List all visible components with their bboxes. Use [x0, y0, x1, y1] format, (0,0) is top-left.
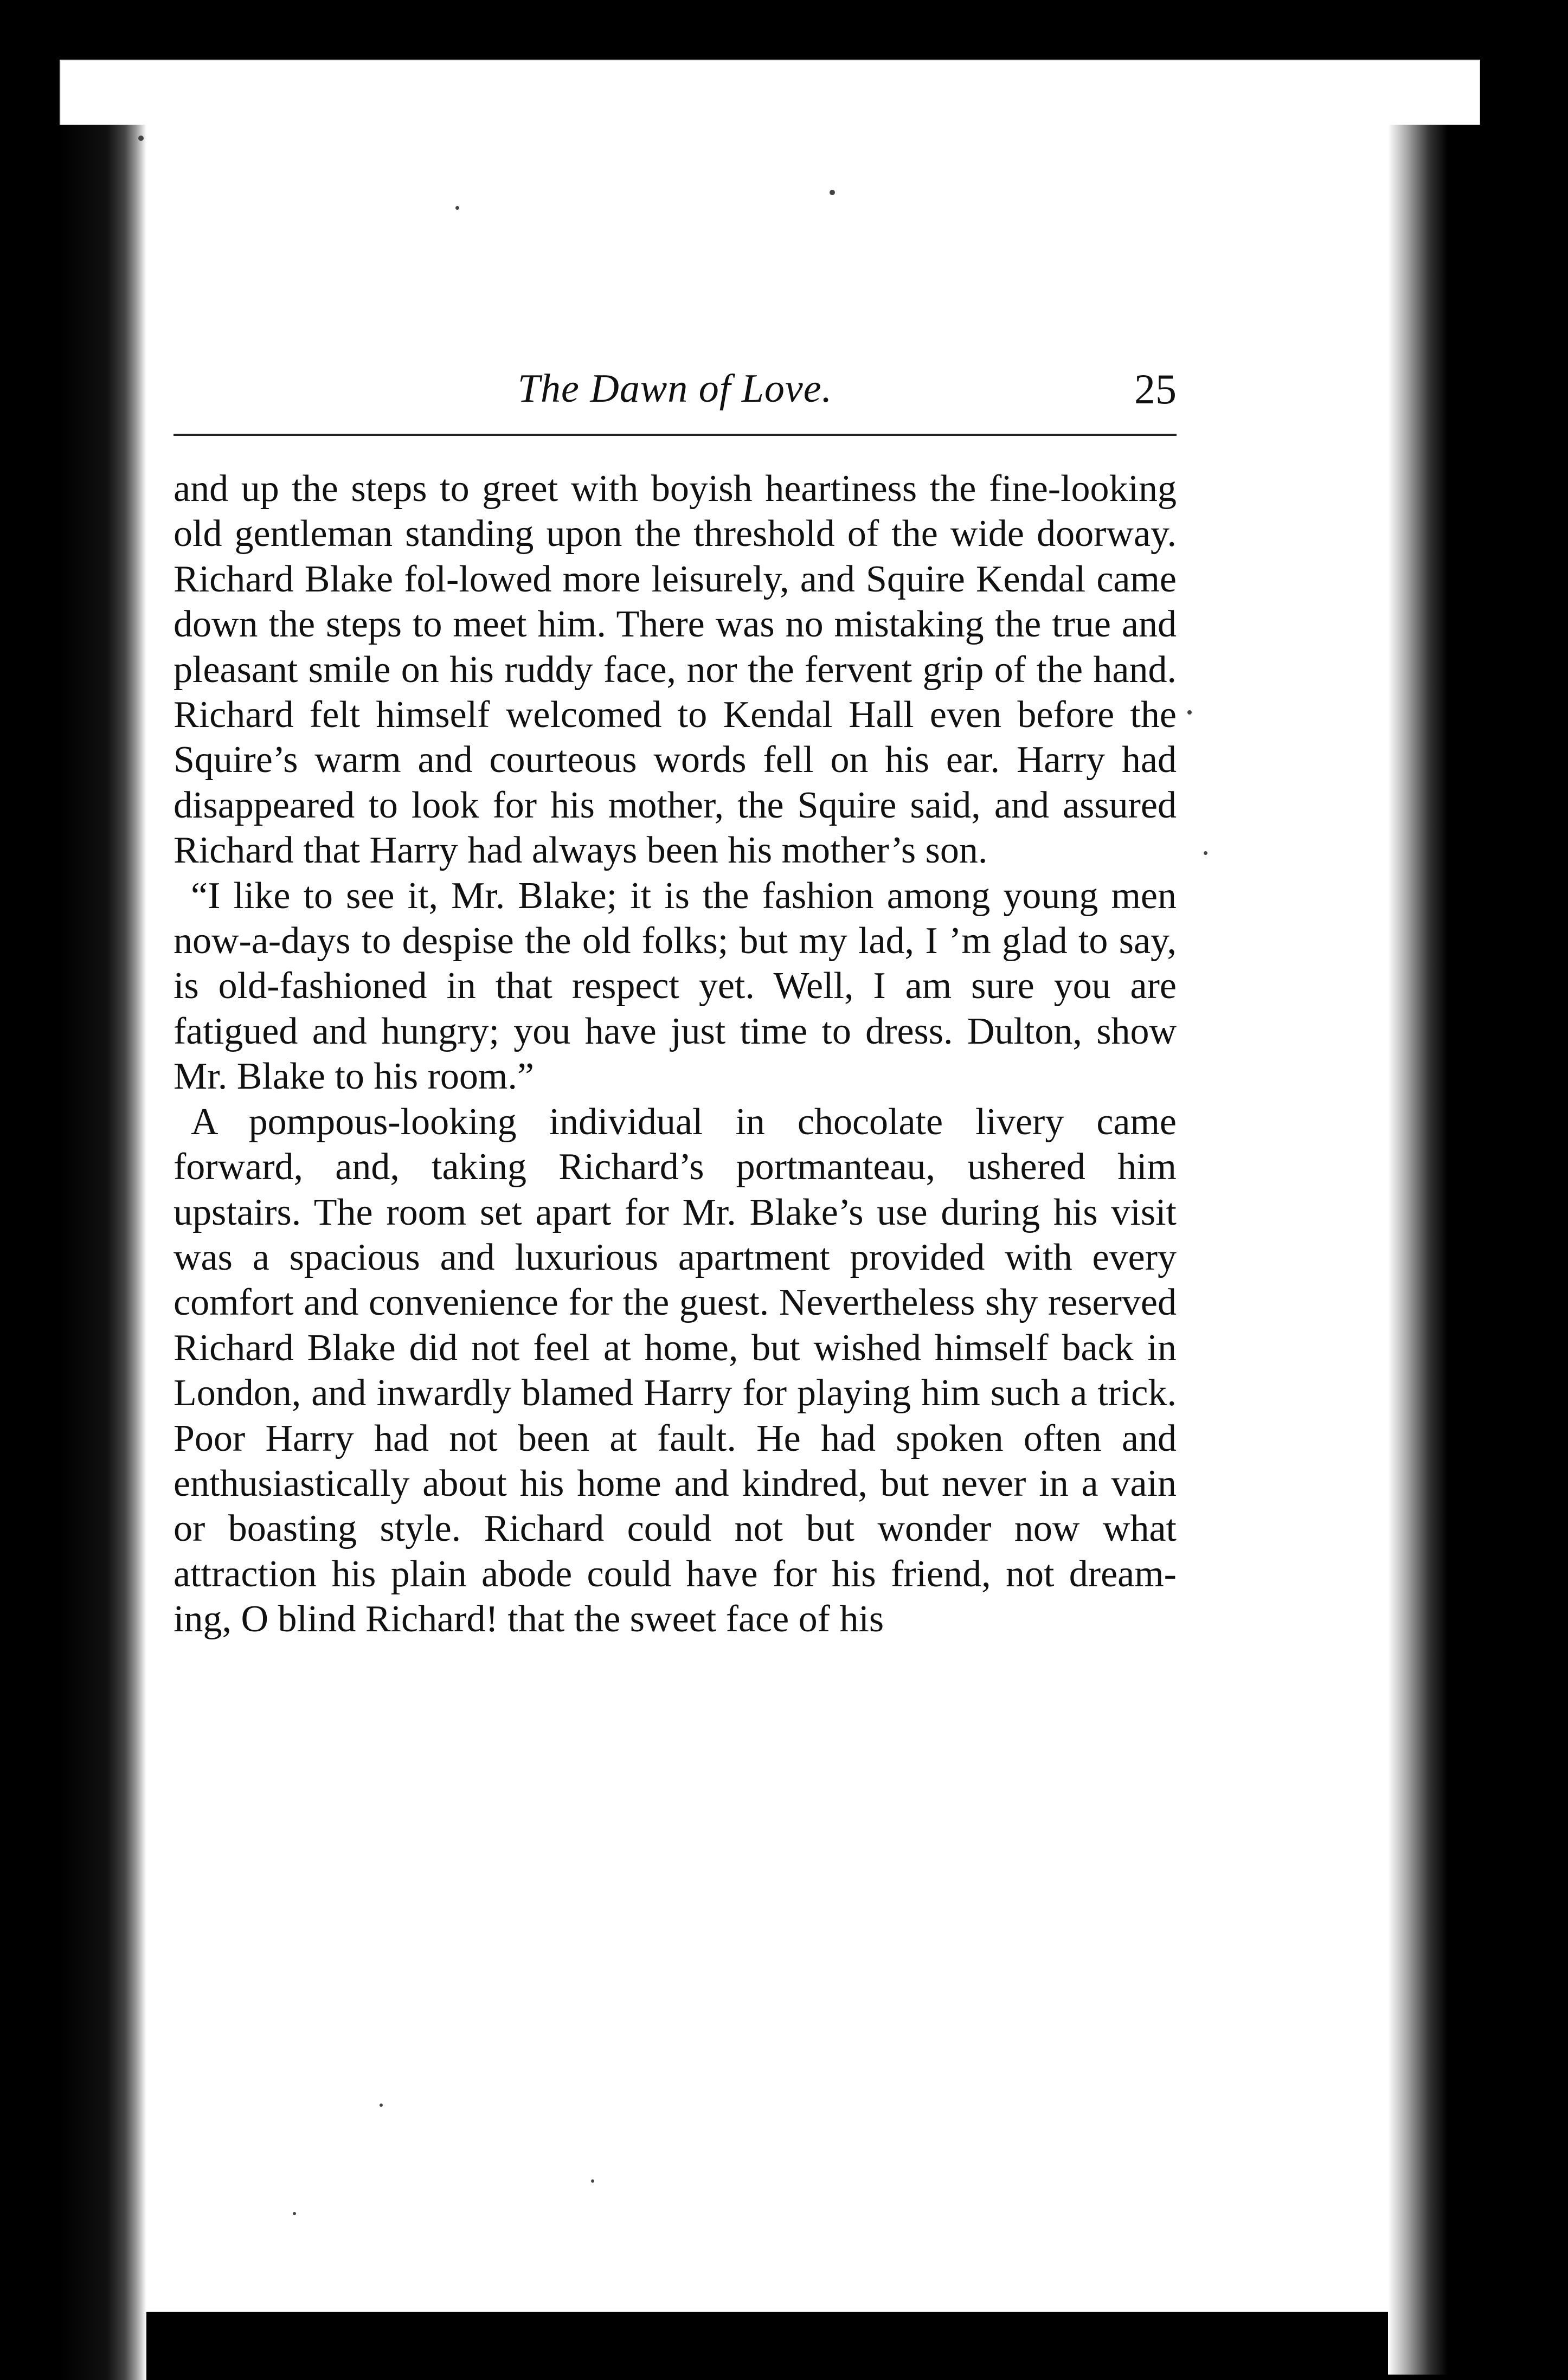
header-rule [173, 434, 1177, 436]
ink-speck [293, 2212, 296, 2215]
paragraph-1: and up the steps to greet with boyish heartiness the fine-looking old gentleman standing upon the threshold of the wide doorway. Richard Blake fol-lowed more leisurely, and Squire Kendal came down the steps to meet him. There was no mistaking the true and pleasant smile on his ruddy face, nor the fervent grip of the hand. Richard felt himself welcomed to Kendal Hall even before the Squire’s warm and courteous words fell on his ear. Harry had disappeared to look for his mother, the Squire said, and assured Richard that Harry had always been his mother’s son. [173, 468, 1177, 872]
ink-speck [1204, 851, 1207, 855]
ink-speck [138, 136, 144, 141]
ink-speck [830, 190, 835, 195]
ink-speck [1187, 710, 1192, 715]
ink-speck [591, 2179, 594, 2183]
ink-speck [380, 2104, 383, 2107]
page-header [173, 355, 1177, 436]
paragraph-2: “I like to see it, Mr. Blake; it is the fashion among young men now-a-days to despise the old folks; but my lad, I ’m glad to say, is old-fashioned in that respect yet. Well, I am sure you are fatigued and hungry; you have just time to dress. Dulton, show Mr. Blake to his room.” [173, 874, 1177, 1098]
running-title: The Dawn of Love. [517, 366, 833, 411]
book-page [60, 60, 1480, 2312]
page-number: 25 [1134, 365, 1177, 413]
body-text [173, 466, 1177, 1642]
paragraph-3: A pompous-looking individual in chocolate livery came forward, and, taking Richard’s portmanteau, ushered him upstairs. The room set apart for Mr. Blake’s use during his visit was a spacious and luxurious apartment provided with every comfort and convenience for the guest. Nevertheless shy reserved Richard Blake did not feel at home, but wished himself back in London, and inwardly blamed Harry for playing him such a trick. Poor Harry had not been at fault. He had spoken often and enthusiastically about his home and kindred, but never in a vain or boasting style. Richard could not but wonder now what attraction his plain abode could have for his friend, not dream-ing, O blind Richard! that the sweet face of his [173, 1101, 1177, 1641]
page-edge-shadow [1388, 125, 1480, 2375]
ink-speck [455, 206, 459, 210]
book-spine-shadow [60, 125, 146, 2380]
